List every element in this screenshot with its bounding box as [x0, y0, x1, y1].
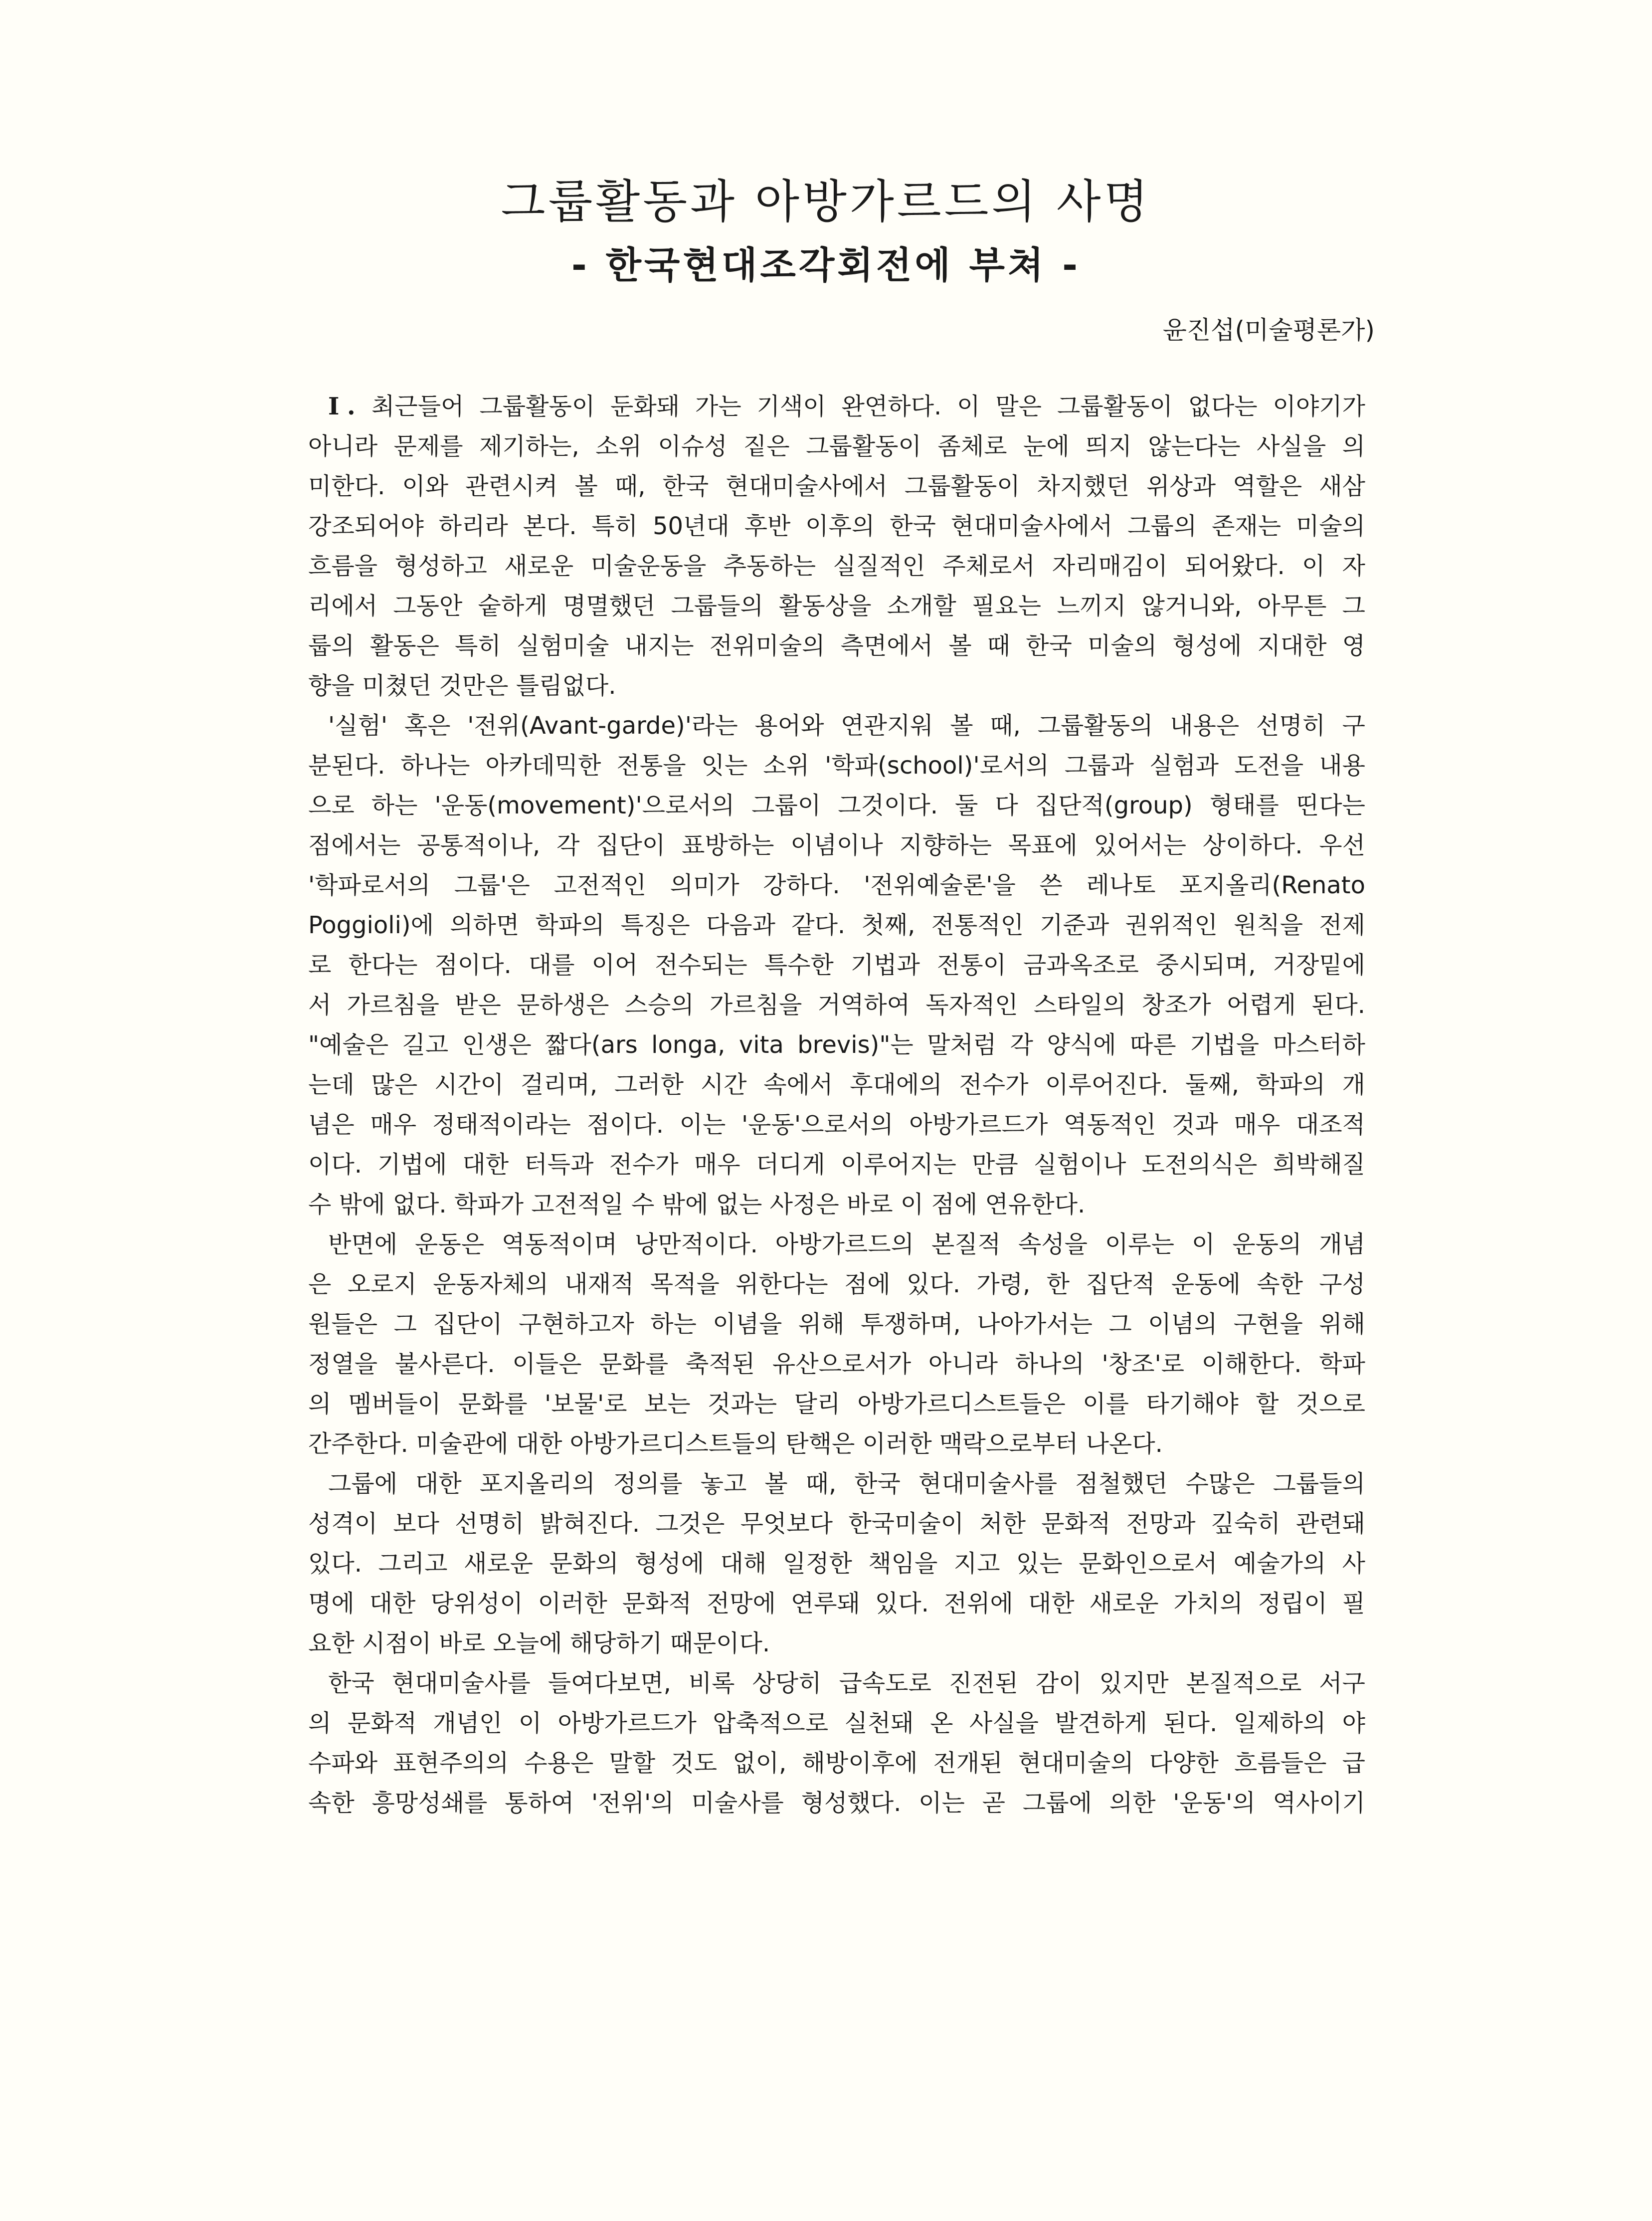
line-text: "예술은 길고 인생은 짧다(ars longa, vita brevis)"는 말처럼 각 양식에 따른 기법을 마스터하: [308, 1031, 1365, 1059]
line-text: 성격이 보다 선명히 밝혀진다. 그것은 무엇보다 한국미술이 처한 문화적 전망과 깊숙히 관련돼: [308, 1510, 1365, 1538]
line-text: 그룹에 대한 포지올리의 정의를 놓고 볼 때, 한국 현대미술사를 점철했던 수많은 그룹들의: [328, 1470, 1365, 1498]
text-line: [308, 1065, 1365, 1105]
text-line: [308, 466, 1365, 506]
line-text: 향을 미쳤던 것만은 틀림없다.: [308, 672, 616, 700]
line-text: 로 한다는 점이다. 대를 이어 전수되는 특수한 기법과 전통이 금과옥조로 중시되며, 거장밑에: [308, 951, 1365, 979]
text-line: [308, 865, 1365, 905]
text-line: [308, 1424, 1365, 1464]
text-line: [308, 546, 1365, 586]
text-line: [308, 506, 1365, 546]
line-text: '학파로서의 그룹'은 고전적인 의미가 강하다. '전위예술론'을 쓴 레나토 포지올리(Renato: [308, 871, 1365, 899]
line-text: 는데 많은 시간이 걸리며, 그러한 시간 속에서 후대에의 전수가 이루어진다. 둘째, 학파의 개: [308, 1071, 1365, 1099]
text-line: [308, 1623, 1365, 1663]
text-line: [308, 1584, 1365, 1623]
text-line: [308, 1464, 1365, 1504]
line-text: 있다. 그리고 새로운 문화의 형성에 대해 일정한 책임을 지고 있는 문화인으로서 예술가의 사: [308, 1550, 1365, 1578]
text-line: [308, 825, 1365, 865]
text-line: [308, 666, 1365, 706]
line-text: 서 가르침을 받은 문하생은 스승의 가르침을 거역하여 독자적인 스타일의 창조가 어렵게 된다.: [308, 991, 1365, 1019]
text-line: [308, 1663, 1365, 1703]
line-text: 분된다. 하나는 아카데믹한 전통을 잇는 소위 '학파(school)'로서의 그룹과 실험과 도전을 내용: [308, 752, 1365, 780]
line-text: 반면에 운동은 역동적이며 낭만적이다. 아방가르드의 본질적 속성을 이루는 이 운동의 개념: [328, 1230, 1365, 1258]
line-text: 념은 매우 정태적이라는 점이다. 이는 '운동'으로서의 아방가르드가 역동적인 것과 매우 대조적: [308, 1111, 1365, 1139]
text-line: [308, 1264, 1365, 1304]
line-text: 이다. 기법에 대한 터득과 전수가 매우 더디게 이루어지는 만큼 실험이나 도전의식은 희박해질: [308, 1151, 1365, 1179]
document-subtitle: - 한국현대조각회전에 부쳐 -: [571, 244, 1081, 287]
line-text: 정열을 불사른다. 이들은 문화를 축적된 유산으로서가 아니라 하나의 '창조'로 이해한다. 학파: [308, 1350, 1365, 1378]
text-line: [308, 1185, 1365, 1224]
line-text: 한국 현대미술사를 들여다보면, 비록 상당히 급속도로 진전된 감이 있지만 본질적으로 서구: [328, 1669, 1365, 1697]
line-text: 명에 대한 당위성이 이러한 문화적 전망에 연루돼 있다. 전위에 대한 새로운 가치의 정립이 필: [308, 1590, 1365, 1617]
text-line: [308, 1743, 1365, 1783]
text-line: [308, 1025, 1365, 1065]
line-text: 아니라 문제를 제기하는, 소위 이슈성 짙은 그룹활동이 좀체로 눈에 띄지 않는다는 사실을 의: [308, 432, 1365, 460]
text-line: [308, 426, 1365, 466]
text-line: [308, 905, 1365, 945]
line-text: 리에서 그동안 숱하게 명멸했던 그룹들의 활동상을 소개할 필요는 느끼지 않거니와, 아무튼 그: [308, 592, 1365, 620]
text-line: [308, 1224, 1365, 1264]
line-text: 의 문화적 개념인 이 아방가르드가 압축적으로 실천돼 온 사실을 발견하게 된다. 일제하의 야: [308, 1709, 1365, 1737]
document-title: 그룹활동과 아방가르드의 사명: [501, 175, 1151, 228]
text-line: [308, 387, 1365, 426]
text-line: [308, 746, 1365, 786]
text-line: [308, 1703, 1365, 1743]
line-text: 속한 흥망성쇄를 통하여 '전위'의 미술사를 형성했다. 이는 곧 그룹에 의한 '운동'의 역사이기: [308, 1789, 1365, 1817]
text-line: [308, 1384, 1365, 1424]
line-text: 의 멤버들이 문화를 '보물'로 보는 것과는 달리 아방가르디스트들은 이를 타기해야 할 것으로: [308, 1390, 1365, 1418]
line-text: 최근들어 그룹활동이 둔화돼 가는 기색이 완연하다. 이 말은 그룹활동이 없다는 이야기가: [371, 393, 1365, 420]
text-line: [308, 985, 1365, 1025]
line-text: 으로 하는 '운동(movement)'으로서의 그룹이 그것이다. 둘 다 집단적(group) 형태를 띤다는: [308, 792, 1365, 819]
text-line: [308, 1145, 1365, 1185]
body-text: [308, 387, 1365, 1823]
text-line: [308, 1304, 1365, 1344]
text-line: [308, 1783, 1365, 1823]
line-text: 은 오로지 운동자체의 내재적 목적을 위한다는 점에 있다. 가령, 한 집단적 운동에 속한 구성: [308, 1270, 1365, 1298]
line-text: 강조되어야 하리라 본다. 특히 50년대 후반 이후의 한국 현대미술사에서 그룹의 존재는 미술의: [308, 512, 1365, 540]
text-line: [308, 1105, 1365, 1145]
text-line: [308, 586, 1365, 626]
line-text: 원들은 그 집단이 구현하고자 하는 이념을 위해 투쟁하며, 나아가서는 그 이념의 구현을 위해: [308, 1310, 1365, 1338]
line-text: Poggioli)에 의하면 학파의 특징은 다음과 같다. 첫째, 전통적인 기준과 권위적인 원칙을 전제: [308, 911, 1365, 939]
text-line: [308, 1504, 1365, 1544]
line-text: 미한다. 이와 관련시켜 볼 때, 한국 현대미술사에서 그룹활동이 차지했던 위상과 역할은 새삼: [308, 472, 1365, 500]
text-line: [308, 1544, 1365, 1584]
line-text: 점에서는 공통적이나, 각 집단이 표방하는 이념이나 지향하는 목표에 있어서는 상이하다. 우선: [308, 831, 1365, 859]
text-line: [308, 786, 1365, 825]
text-line: [308, 945, 1365, 985]
line-text: 룹의 활동은 특히 실험미술 내지는 전위미술의 측면에서 볼 때 한국 미술의 형성에 지대한 영: [308, 632, 1365, 660]
line-text: 흐름을 형성하고 새로운 미술운동을 추동하는 실질적인 주체로서 자리매김이 되어왔다. 이 자: [308, 552, 1365, 580]
author-byline: 윤진섭(미술평론가): [1162, 316, 1375, 345]
text-line: [308, 706, 1365, 746]
line-text: 수파와 표현주의의 수용은 말할 것도 없이, 해방이후에 전개된 현대미술의 다양한 흐름들은 급: [308, 1749, 1365, 1777]
line-text: 요한 시점이 바로 오늘에 해당하기 때문이다.: [308, 1629, 770, 1657]
text-line: [308, 626, 1365, 666]
line-text: '실험' 혹은 '전위(Avant-garde)'라는 용어와 연관지워 볼 때, 그룹활동의 내용은 선명히 구: [328, 712, 1365, 740]
text-line: [308, 1344, 1365, 1384]
line-text: 수 밖에 없다. 학파가 고전적일 수 밖에 없는 사정은 바로 이 점에 연유한다.: [308, 1191, 1086, 1218]
line-text: 간주한다. 미술관에 대한 아방가르디스트들의 탄핵은 이러한 맥락으로부터 나온다.: [308, 1430, 1163, 1458]
section-number: Ⅰ.: [328, 393, 372, 420]
